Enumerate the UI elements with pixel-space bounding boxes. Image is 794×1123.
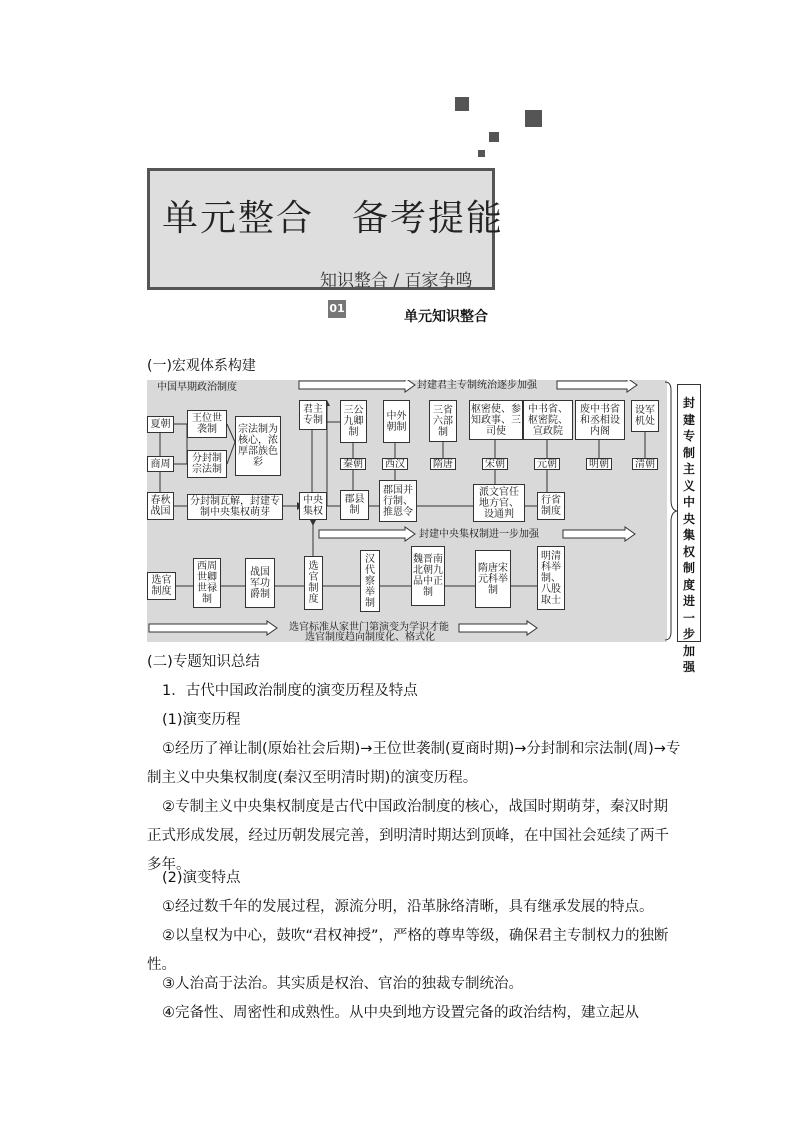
sub2-paragraph-3: ③人治高于法治。其实质是权治、官治的独裁专制统治。	[162, 976, 523, 992]
diagram-caption: 中国早期政治制度	[157, 382, 237, 393]
box-zongfa: 宗法制为核心，浓厚部族色彩	[235, 416, 281, 476]
topic1-title: 1．古代中国政治制度的演变历程及特点	[162, 683, 418, 699]
sub1-paragraph-2: ②专制主义中央集权制度是古代中国政治制度的核心，战国时期萌芽，秦汉时期正式形成发展，经过历朝发展完善，到明清时期达到顶峰，在中国社会延续了两千多年。	[147, 799, 669, 873]
box-xingsheng: 行省制度	[537, 492, 565, 520]
box-zhongshu: 中书省、枢密院、宣政院	[523, 400, 573, 440]
box-baguwen: 明清科举制、八股取士	[537, 546, 565, 610]
box-wangwei: 王位世袭制	[187, 410, 227, 438]
decor-square	[525, 110, 542, 127]
box-ming: 明朝	[586, 458, 612, 470]
box-junji: 设军机处	[631, 400, 659, 432]
arrow-mid-label: 封建中央集权制进一步加强	[419, 529, 539, 540]
part2-heading: (二)专题知识总结	[147, 654, 260, 670]
summary-vertical-text: 封建专制主义中央集权制度进一步加强	[682, 396, 695, 674]
box-neige: 废中书省和丞相设内阁	[575, 400, 625, 440]
section-badge: 01	[328, 300, 346, 318]
box-shumi: 枢密使、参知政事、三司使	[469, 400, 523, 440]
sub1-paragraph-1: ①经历了禅让制(原始社会后期)→王位世袭制(夏商时期)→分封制和宗法制(周)→专制主义中央集权制度(秦汉至明清时期)的演变历程。	[147, 741, 681, 786]
box-song: 宋朝	[482, 458, 508, 470]
part1-heading: (一)宏观体系构建	[147, 358, 256, 374]
arrow-bottom-label-2: 选官制度趋向制度化、格式化	[305, 632, 435, 643]
box-junguo: 郡国并行制、推恩令	[379, 480, 417, 522]
box-sangong: 三公九卿制	[340, 400, 367, 443]
page-subtitle: 知识整合 / 百家争鸣	[320, 271, 473, 291]
decor-square	[489, 132, 499, 142]
box-shangzhou: 商周	[147, 456, 174, 472]
box-collapse: 分封制瓦解，封建专制中央集权萌芽	[187, 494, 283, 520]
box-yuan: 元朝	[534, 458, 560, 470]
box-zhongwai: 中外朝制	[383, 400, 410, 443]
system-diagram	[147, 380, 667, 642]
section-title: 单元知识整合	[404, 309, 488, 325]
box-jiupin: 魏晋南北朝九品中正制	[411, 546, 445, 606]
box-zhongyang: 中央集权	[299, 492, 327, 520]
box-fenfeng: 分封制宗法制	[187, 450, 227, 478]
arrow-bottom-label-1: 选官标准从家世门第演变为学识才能	[289, 622, 449, 633]
box-xuanguan-2: 选官制度	[304, 556, 323, 610]
box-wenguan: 派文官任地方官、设通判	[473, 484, 525, 522]
box-junxian: 郡县制	[340, 490, 369, 520]
box-suitang: 隋唐	[430, 458, 456, 470]
arrow-top-label: 封建君主专制统治逐步加强	[417, 380, 537, 391]
sub1-title: (1)演变历程	[162, 712, 241, 728]
box-xuanguan: 选官制度	[147, 572, 176, 600]
sub2-paragraph-2: ②以皇权为中心，鼓吹“君权神授”，严格的尊卑等级，确保君主专制权力的独断性。	[147, 928, 669, 973]
sub2-paragraph-1: ①经过数千年的发展过程，源流分明，沿革脉络清晰，具有继承发展的特点。	[162, 899, 654, 915]
box-chaju: 汉代察举制	[360, 550, 380, 612]
page-title: 单元整合 备考提能	[162, 198, 505, 239]
decor-square	[478, 150, 485, 157]
decor-square	[455, 97, 469, 111]
sub2-title: (2)演变特点	[162, 870, 241, 886]
box-xihan: 西汉	[382, 458, 408, 470]
box-chunqiu: 春秋战国	[147, 492, 174, 520]
sub2-paragraph-4: ④完备性、周密性和成熟性。从中央到地方设置完备的政治结构，建立起从	[162, 1005, 639, 1021]
box-qing: 清朝	[632, 458, 658, 470]
box-xia: 夏朝	[147, 416, 174, 433]
box-sansheng: 三省六部制	[429, 400, 457, 442]
box-xizhou: 西周世卿世禄制	[193, 558, 221, 608]
box-qin: 秦朝	[340, 458, 366, 470]
box-junzhu: 君主专制	[299, 400, 327, 430]
box-keju: 隋唐宋元科举制	[475, 550, 511, 608]
box-zhanguo: 战国军功爵制	[245, 558, 275, 608]
